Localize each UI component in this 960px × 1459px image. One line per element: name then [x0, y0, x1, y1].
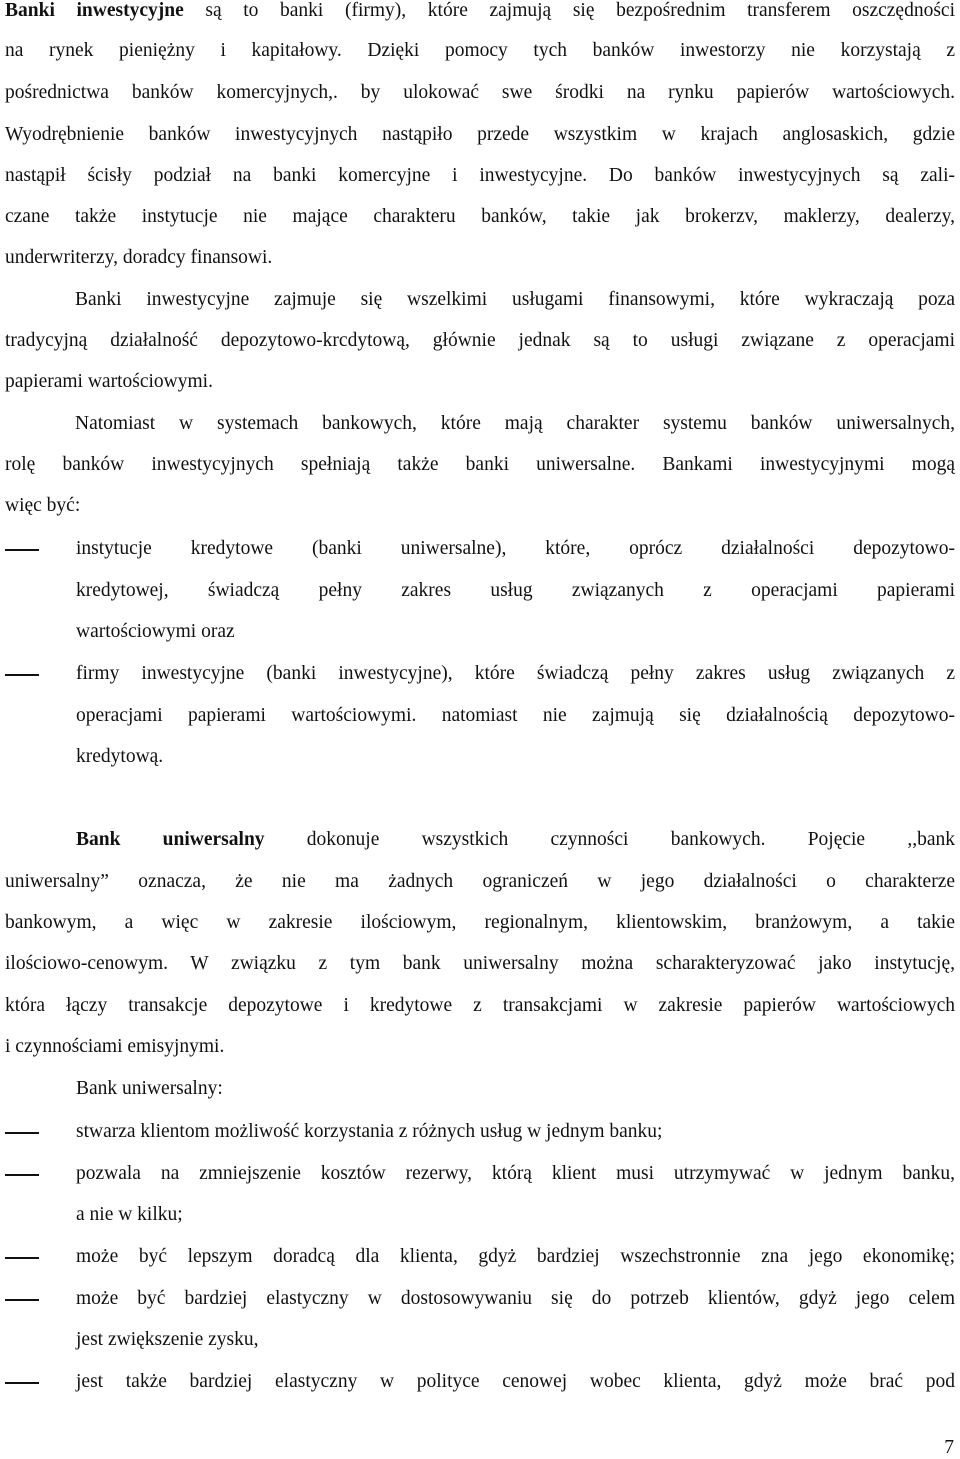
- paragraph-line: pośrednictwa banków komercyjnych,. by ulokować swe środki na rynku papierów wartościowych.: [5, 82, 955, 103]
- list-item-line: wartościowymi oraz: [76, 621, 235, 642]
- paragraph-line: nastąpił ścisły podział na banki komercyjne i inwestycyjne. Do banków inwestycyjnych są zali-: [5, 165, 955, 186]
- list-item-line: operacjami papierami wartościowymi. natomiast nie zajmują się działalnością depozytowo-: [76, 705, 955, 726]
- list-dash-bullet: [5, 1382, 39, 1384]
- bold-term-banki-inwestycyjne: Banki inwestycyjne: [5, 0, 184, 21]
- list-item-line: jest zwiększenie zysku,: [76, 1329, 259, 1350]
- paragraph-line: która łączy transakcje depozytowe i kredytowe z transakcjami w zakresie papierów wartościowych: [5, 995, 955, 1016]
- list-item-line: firmy inwestycyjne (banki inwestycyjne), które świadczą pełny zakres usług związanych z: [76, 663, 955, 684]
- paragraph-line: ilościowo-cenowym. W związku z tym bank uniwersalny można scharakteryzować jako instytucję,: [5, 953, 955, 974]
- paragraph-line: papierami wartościowymi.: [5, 371, 213, 392]
- list-item-line: stwarza klientom możliwość korzystania z różnych usług w jednym banku;: [76, 1121, 663, 1142]
- paragraph-line: underwriterzy, doradcy finansowi.: [5, 247, 273, 268]
- list-intro: Bank uniwersalny:: [76, 1078, 223, 1099]
- paragraph-line: rolę banków inwestycyjnych spełniają także banki uniwersalne. Bankami inwestycyjnymi mogą: [5, 454, 955, 475]
- paragraph-line: czane także instytucje nie mające charakteru banków, takie jak brokerzv, maklerzy, dealerzy,: [5, 206, 955, 227]
- list-dash-bullet: [5, 1174, 39, 1176]
- list-item-line: pozwala na zmniejszenie kosztów rezerwy, którą klient musi utrzymywać w jednym banku,: [76, 1163, 955, 1184]
- paragraph-line: więc być:: [5, 495, 81, 516]
- list-item-line: może być lepszym doradcą dla klienta, gdyż bardziej wszechstronnie zna jego ekonomikę;: [76, 1246, 955, 1267]
- list-item-line: kredytową.: [76, 746, 164, 767]
- paragraph-line: na rynek pieniężny i kapitałowy. Dzięki pomocy tych banków inwestorzy nie korzystają z: [5, 40, 955, 61]
- list-item-line: jest także bardziej elastyczny w polityce cenowej wobec klienta, gdyż może brać pod: [76, 1371, 955, 1392]
- list-dash-bullet: [5, 1132, 39, 1134]
- bold-term-bank-uniwersalny: Bank uniwersalny: [76, 829, 265, 850]
- paragraph-line: Banki inwestycyjne są to banki (firmy), które zajmują się bezpośrednim transferem oszczędności: [5, 0, 955, 21]
- list-dash-bullet: [5, 674, 39, 676]
- list-item-line: może być bardziej elastyczny w dostosowywaniu się do potrzeb klientów, gdyż jego celem: [76, 1288, 955, 1309]
- list-item-line: kredytowej, świadczą pełny zakres usług związanych z operacjami papierami: [76, 580, 955, 601]
- paragraph-line: Wyodrębnienie banków inwestycyjnych nastąpiło przede wszystkim w krajach anglosaskich, gdzie: [5, 124, 955, 145]
- list-dash-bullet: [5, 1299, 39, 1301]
- paragraph-line: uniwersalny” oznacza, że nie ma żadnych ograniczeń w jego działalności o charakterze: [5, 871, 955, 892]
- paragraph-line: Banki inwestycyjne zajmuje się wszelkimi usługami finansowymi, które wykraczają poza: [75, 289, 955, 310]
- list-item-line: instytucje kredytowe (banki uniwersalne), które, oprócz działalności depozytowo-: [76, 538, 955, 559]
- list-dash-bullet: [5, 549, 39, 551]
- paragraph-line: i czynnościami emisyjnymi.: [5, 1036, 225, 1057]
- paragraph-line: tradycyjną działalność depozytowo-krcdytową, głównie jednak są to usługi związane z operacjami: [5, 330, 955, 351]
- list-item-line: a nie w kilku;: [76, 1204, 183, 1225]
- paragraph-line: Bank uniwersalny dokonuje wszystkich czynności bankowych. Pojęcie ,,bank: [76, 829, 955, 850]
- page-number: 7: [944, 1437, 954, 1458]
- paragraph-line: Natomiast w systemach bankowych, które mają charakter systemu banków uniwersalnych,: [75, 413, 955, 434]
- list-dash-bullet: [5, 1257, 39, 1259]
- paragraph-line: bankowym, a więc w zakresie ilościowym, regionalnym, klientowskim, branżowym, a takie: [5, 912, 955, 933]
